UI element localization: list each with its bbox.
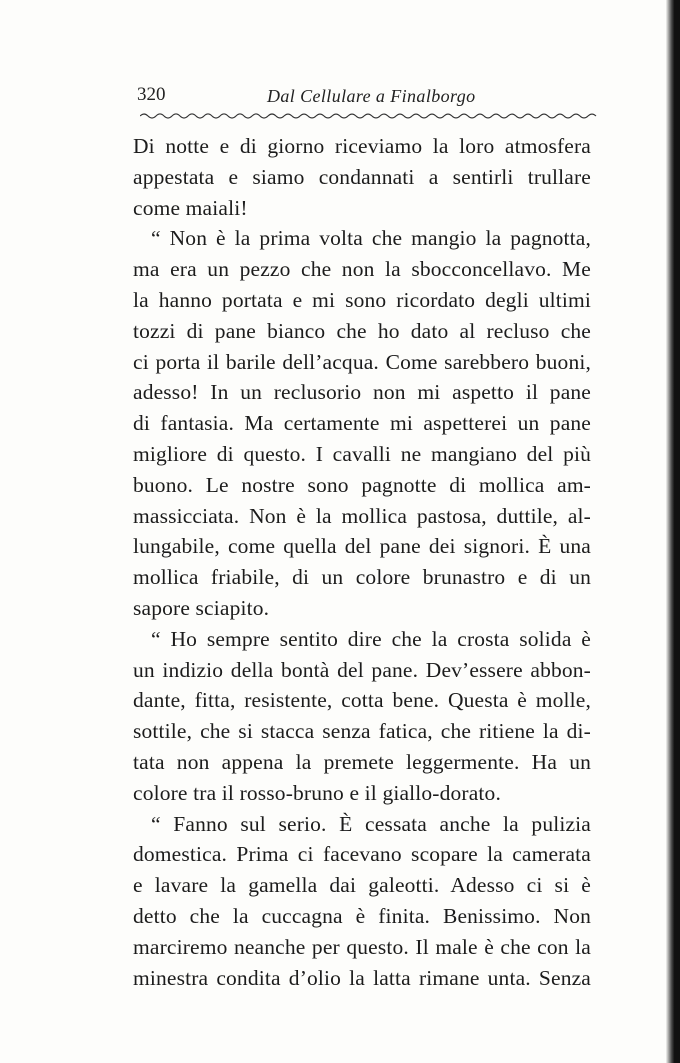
text-line: lungabile, come quella del pane dei signori. È una <box>133 534 591 559</box>
text-line: come maiali! <box>133 195 248 220</box>
text-line: sottile, che si stacca senza fatica, che ritiene la di- <box>133 719 591 744</box>
text-line: la hanno portata e mi sono ricordato degli ultimi <box>133 287 591 312</box>
text-line: domestica. Prima ci facevano scopare la camerata <box>133 842 591 867</box>
text-line: massicciata. Non è la mollica pastosa, duttile, al- <box>133 503 591 528</box>
text-line: migliore di questo. I cavalli ne mangiano del più <box>133 441 591 466</box>
text-line: buono. Le nostre sono pagnotte di mollica am- <box>133 472 591 497</box>
text-line: tozzi di pane bianco che ho dato al recluso che <box>133 318 591 343</box>
text-line: marciremo neanche per questo. Il male è che con la <box>133 934 591 959</box>
text-line: “ Ho sempre sentito dire che la crosta solida è <box>151 626 591 651</box>
text-line: detto che la cuccagna è finita. Benissimo. Non <box>133 903 591 928</box>
text-line: adesso! In un reclusorio non mi aspetto il pane <box>133 380 591 405</box>
text-line: ma era un pezzo che non la sbocconcellavo. Me <box>133 257 591 282</box>
text-line: colore tra il rosso-bruno e il giallo-dorato. <box>133 780 501 805</box>
text-line: tata non appena la premete leggermente. Ha un <box>133 749 591 774</box>
text-line: minestra condita d’olio la latta rimane unta. Senza <box>133 965 591 990</box>
text-line: appestata e siamo condannati a sentirli trullare <box>133 164 591 189</box>
text-line: “ Non è la prima volta che mangio la pagnotta, <box>151 226 591 251</box>
page-header <box>137 84 597 108</box>
page-number: 320 <box>137 84 166 105</box>
text-line: “ Fanno sul serio. È cessata anche la pulizia <box>151 811 591 836</box>
page-binding-edge <box>666 0 680 1063</box>
text-line: e lavare la gamella dai galeotti. Adesso ci si è <box>133 873 591 898</box>
running-title: Dal Cellulare a Finalborgo <box>267 86 476 106</box>
ornamental-rule <box>140 112 597 120</box>
text-line: sapore sciapito. <box>133 595 270 620</box>
text-line: di fantasia. Ma certamente mi aspetterei un pane <box>133 411 591 436</box>
text-line: mollica friabile, di un colore brunastro e di un <box>133 565 591 590</box>
text-line: ci porta il barile dell’acqua. Come sarebbero buoni, <box>133 349 591 374</box>
text-line: un indizio della bontà del pane. Dev’essere abbon- <box>133 657 591 682</box>
text-line: dante, fitta, resistente, cotta bene. Questa è molle, <box>133 688 591 713</box>
body-text <box>133 131 591 993</box>
text-line: Di notte e di giorno riceviamo la loro atmosfera <box>133 134 591 158</box>
